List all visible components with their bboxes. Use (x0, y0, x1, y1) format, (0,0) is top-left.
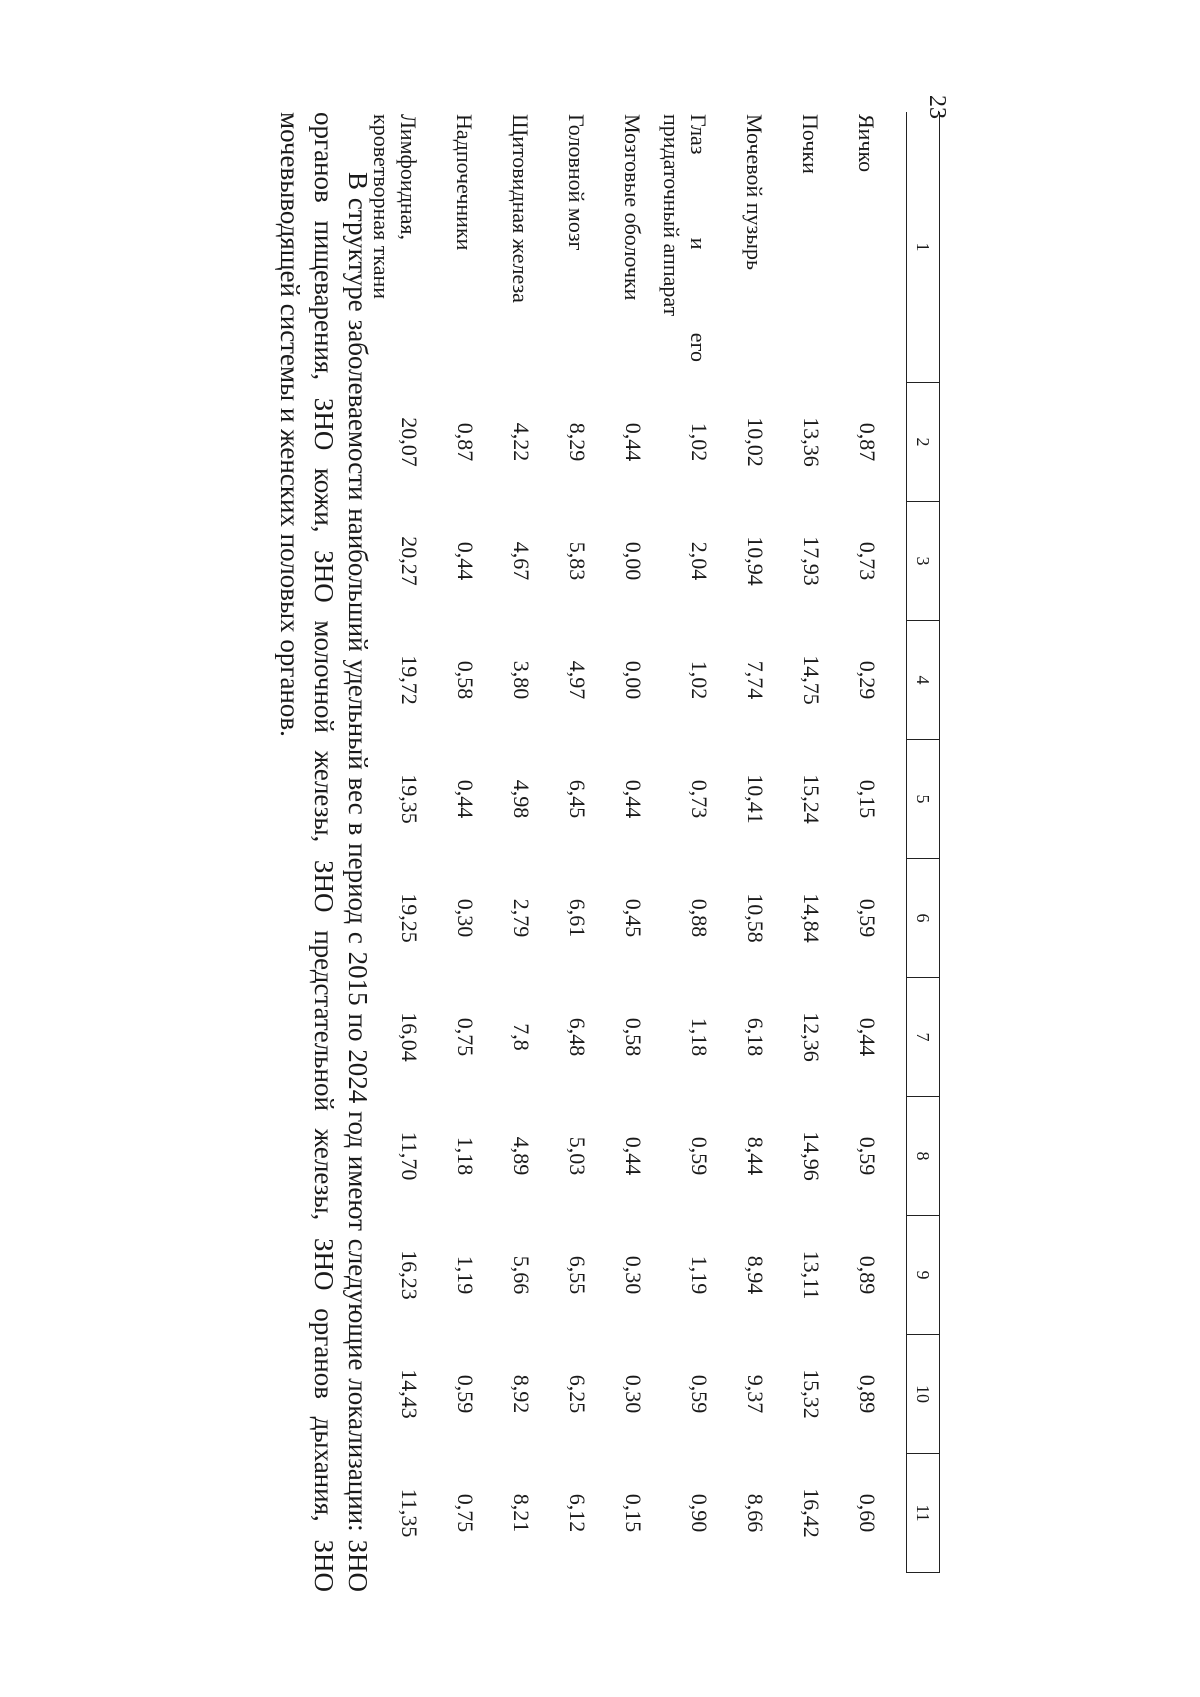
row-name-word: Глаз (686, 114, 712, 155)
table-cell: 9,37 (743, 1374, 769, 1414)
header-cell: 2 (907, 383, 940, 502)
table-cell: 4,22 (509, 422, 535, 462)
table-header-row (907, 112, 940, 1573)
header-cell: 7 (907, 978, 940, 1097)
table-cell: 6,18 (743, 1017, 769, 1057)
table-cell: 14,75 (799, 655, 825, 705)
table-cell: 11,70 (397, 1131, 423, 1181)
table-cell: 6,48 (565, 1017, 591, 1057)
table-cell: 0,59 (687, 1136, 713, 1176)
table-cell: 4,97 (565, 660, 591, 700)
table-cell: 0,59 (453, 1374, 479, 1414)
table-cell: 0,59 (855, 898, 881, 938)
table-cell: 10,02 (743, 417, 769, 467)
table-cell: 0,29 (855, 660, 881, 700)
table-cell: 0,44 (453, 779, 479, 819)
table-cell: 0,44 (621, 422, 647, 462)
row-name (649, 112, 715, 383)
table-cell: 0,89 (855, 1374, 881, 1414)
table-cell: 6,25 (565, 1374, 591, 1414)
table-cell: 2,04 (687, 541, 713, 581)
table-cell: 0,90 (687, 1493, 713, 1533)
header-cell: 1 (907, 112, 940, 383)
summary-text: В структуре заболеваемости наибольший удельный вес в период с 2015 по 2024 год имеют следующие локализации: ЗНО органов пищеварения, ЗНО кожи, ЗНО молочной железы, ЗНО предстательной железы, ЗНО органов дыхания, ЗНО мочевыводящей системы и женских половых органов. (275, 112, 373, 1592)
table-cell: 0,15 (855, 779, 881, 819)
table-cell: 11,35 (397, 1488, 423, 1538)
header-cell: 9 (907, 1216, 940, 1335)
table-row (481, 112, 537, 1573)
table-cell: 0,30 (621, 1255, 647, 1295)
table-cell: 6,45 (565, 779, 591, 819)
header-cell: 4 (907, 621, 940, 740)
table-cell: 4,98 (509, 779, 535, 819)
row-name: Мозговые оболочки (620, 114, 646, 301)
row-name-line1 (686, 114, 713, 362)
header-cell: 3 (907, 502, 940, 621)
table-cell: 0,73 (855, 541, 881, 581)
row-name: Головной мозг (564, 114, 590, 251)
row-name-line1: Лимфоидная, (396, 114, 422, 240)
table-cell: 0,44 (621, 779, 647, 819)
table-row (537, 112, 593, 1573)
table-cell: 14,84 (799, 893, 825, 943)
table-cell: 10,41 (743, 774, 769, 824)
table-row (883, 112, 907, 1573)
table-cell: 15,24 (799, 774, 825, 824)
table-cell: 8,92 (509, 1374, 535, 1414)
table-cell: 6,12 (565, 1493, 591, 1533)
table-cell: 5,66 (509, 1255, 535, 1295)
table-cell: 0,73 (687, 779, 713, 819)
table-cell: 0,00 (621, 541, 647, 581)
header-cell: 10 (907, 1335, 940, 1454)
table-cell: 13,36 (799, 417, 825, 467)
row-name-word: его (686, 332, 712, 362)
summary-paragraph (273, 112, 375, 1592)
table-cell: 15,32 (799, 1369, 825, 1419)
table-cell: 7,74 (743, 660, 769, 700)
table-cell: 10,58 (743, 893, 769, 943)
table-cell: 0,59 (687, 1374, 713, 1414)
row-name: Надпочечники (452, 114, 478, 251)
table-cell: 4,89 (509, 1136, 535, 1176)
table-cell: 0,30 (453, 898, 479, 938)
row-name-line2: кроветворная ткани (369, 114, 395, 300)
table-cell: 16,42 (799, 1488, 825, 1538)
row-name: Почки (798, 114, 824, 174)
table-cell: 16,04 (397, 1012, 423, 1062)
table-row (827, 112, 883, 1573)
table-cell: 20,27 (397, 536, 423, 586)
table-cell: 6,55 (565, 1255, 591, 1295)
table-cell: 12,36 (799, 1012, 825, 1062)
row-name: Яичко (854, 114, 880, 173)
table-cell: 0,87 (855, 422, 881, 462)
table-cell: 0,87 (453, 422, 479, 462)
header-cell: 5 (907, 740, 940, 859)
header-cell: 8 (907, 1097, 940, 1216)
table-cell: 3,80 (509, 660, 535, 700)
table-cell: 20,07 (397, 417, 423, 467)
table-cell: 0,75 (453, 1493, 479, 1533)
table-cell: 4,67 (509, 541, 535, 581)
table-cell: 8,66 (743, 1493, 769, 1533)
table-cell: 1,02 (687, 422, 713, 462)
table-cell: 0,89 (855, 1255, 881, 1295)
table-cell: 1,19 (453, 1255, 479, 1295)
table-cell: 2,79 (509, 898, 535, 938)
table-cell: 0,59 (855, 1136, 881, 1176)
header-cell: 11 (907, 1454, 940, 1573)
table-row (649, 112, 715, 1573)
table-row (425, 112, 481, 1573)
table-cell: 5,03 (565, 1136, 591, 1176)
table-cell: 0,58 (453, 660, 479, 700)
table-row (593, 112, 649, 1573)
table-cell: 17,93 (799, 536, 825, 586)
table-cell: 14,96 (799, 1131, 825, 1181)
table-cell: 0,15 (621, 1493, 647, 1533)
table-cell: 8,29 (565, 422, 591, 462)
table-cell: 1,19 (687, 1255, 713, 1295)
table-cell: 19,35 (397, 774, 423, 824)
row-name: Щитовидная железа (508, 114, 534, 303)
table-row (771, 112, 827, 1573)
table-cell: 0,44 (453, 541, 479, 581)
table-cell: 0,60 (855, 1493, 881, 1533)
table-cell: 10,94 (743, 536, 769, 586)
row-name-word: и (686, 237, 712, 250)
page-number: 23 (924, 95, 950, 119)
table-cell: 0,75 (453, 1017, 479, 1057)
table-cell: 13,11 (799, 1250, 825, 1300)
table-cell: 0,58 (621, 1017, 647, 1057)
table-cell: 19,72 (397, 655, 423, 705)
table-cell: 8,21 (509, 1493, 535, 1533)
table-cell: 5,83 (565, 541, 591, 581)
table-cell: 0,00 (621, 660, 647, 700)
table-cell: 19,25 (397, 893, 423, 943)
table-cell: 1,18 (687, 1017, 713, 1057)
incidence-table-wrapper (359, 112, 941, 1573)
table-cell: 0,88 (687, 898, 713, 938)
table-cell: 0,45 (621, 898, 647, 938)
table-cell: 0,30 (621, 1374, 647, 1414)
table-cell: 0,44 (855, 1017, 881, 1057)
row-name: Мочевой пузырь (742, 114, 768, 271)
incidence-table (359, 112, 941, 1573)
table-cell: 16,23 (397, 1250, 423, 1300)
table-cell: 8,94 (743, 1255, 769, 1295)
table-cell: 7,8 (509, 1023, 535, 1051)
table-row (715, 112, 771, 1573)
table-cell: 1,18 (453, 1136, 479, 1176)
row-name-line2: придаточный аппарат (659, 114, 685, 317)
table-cell: 8,44 (743, 1136, 769, 1176)
table-cell: 6,61 (565, 898, 591, 938)
table-cell: 0,44 (621, 1136, 647, 1176)
table-cell: 1,02 (687, 660, 713, 700)
header-cell: 6 (907, 859, 940, 978)
table-cell: 14,43 (397, 1369, 423, 1419)
